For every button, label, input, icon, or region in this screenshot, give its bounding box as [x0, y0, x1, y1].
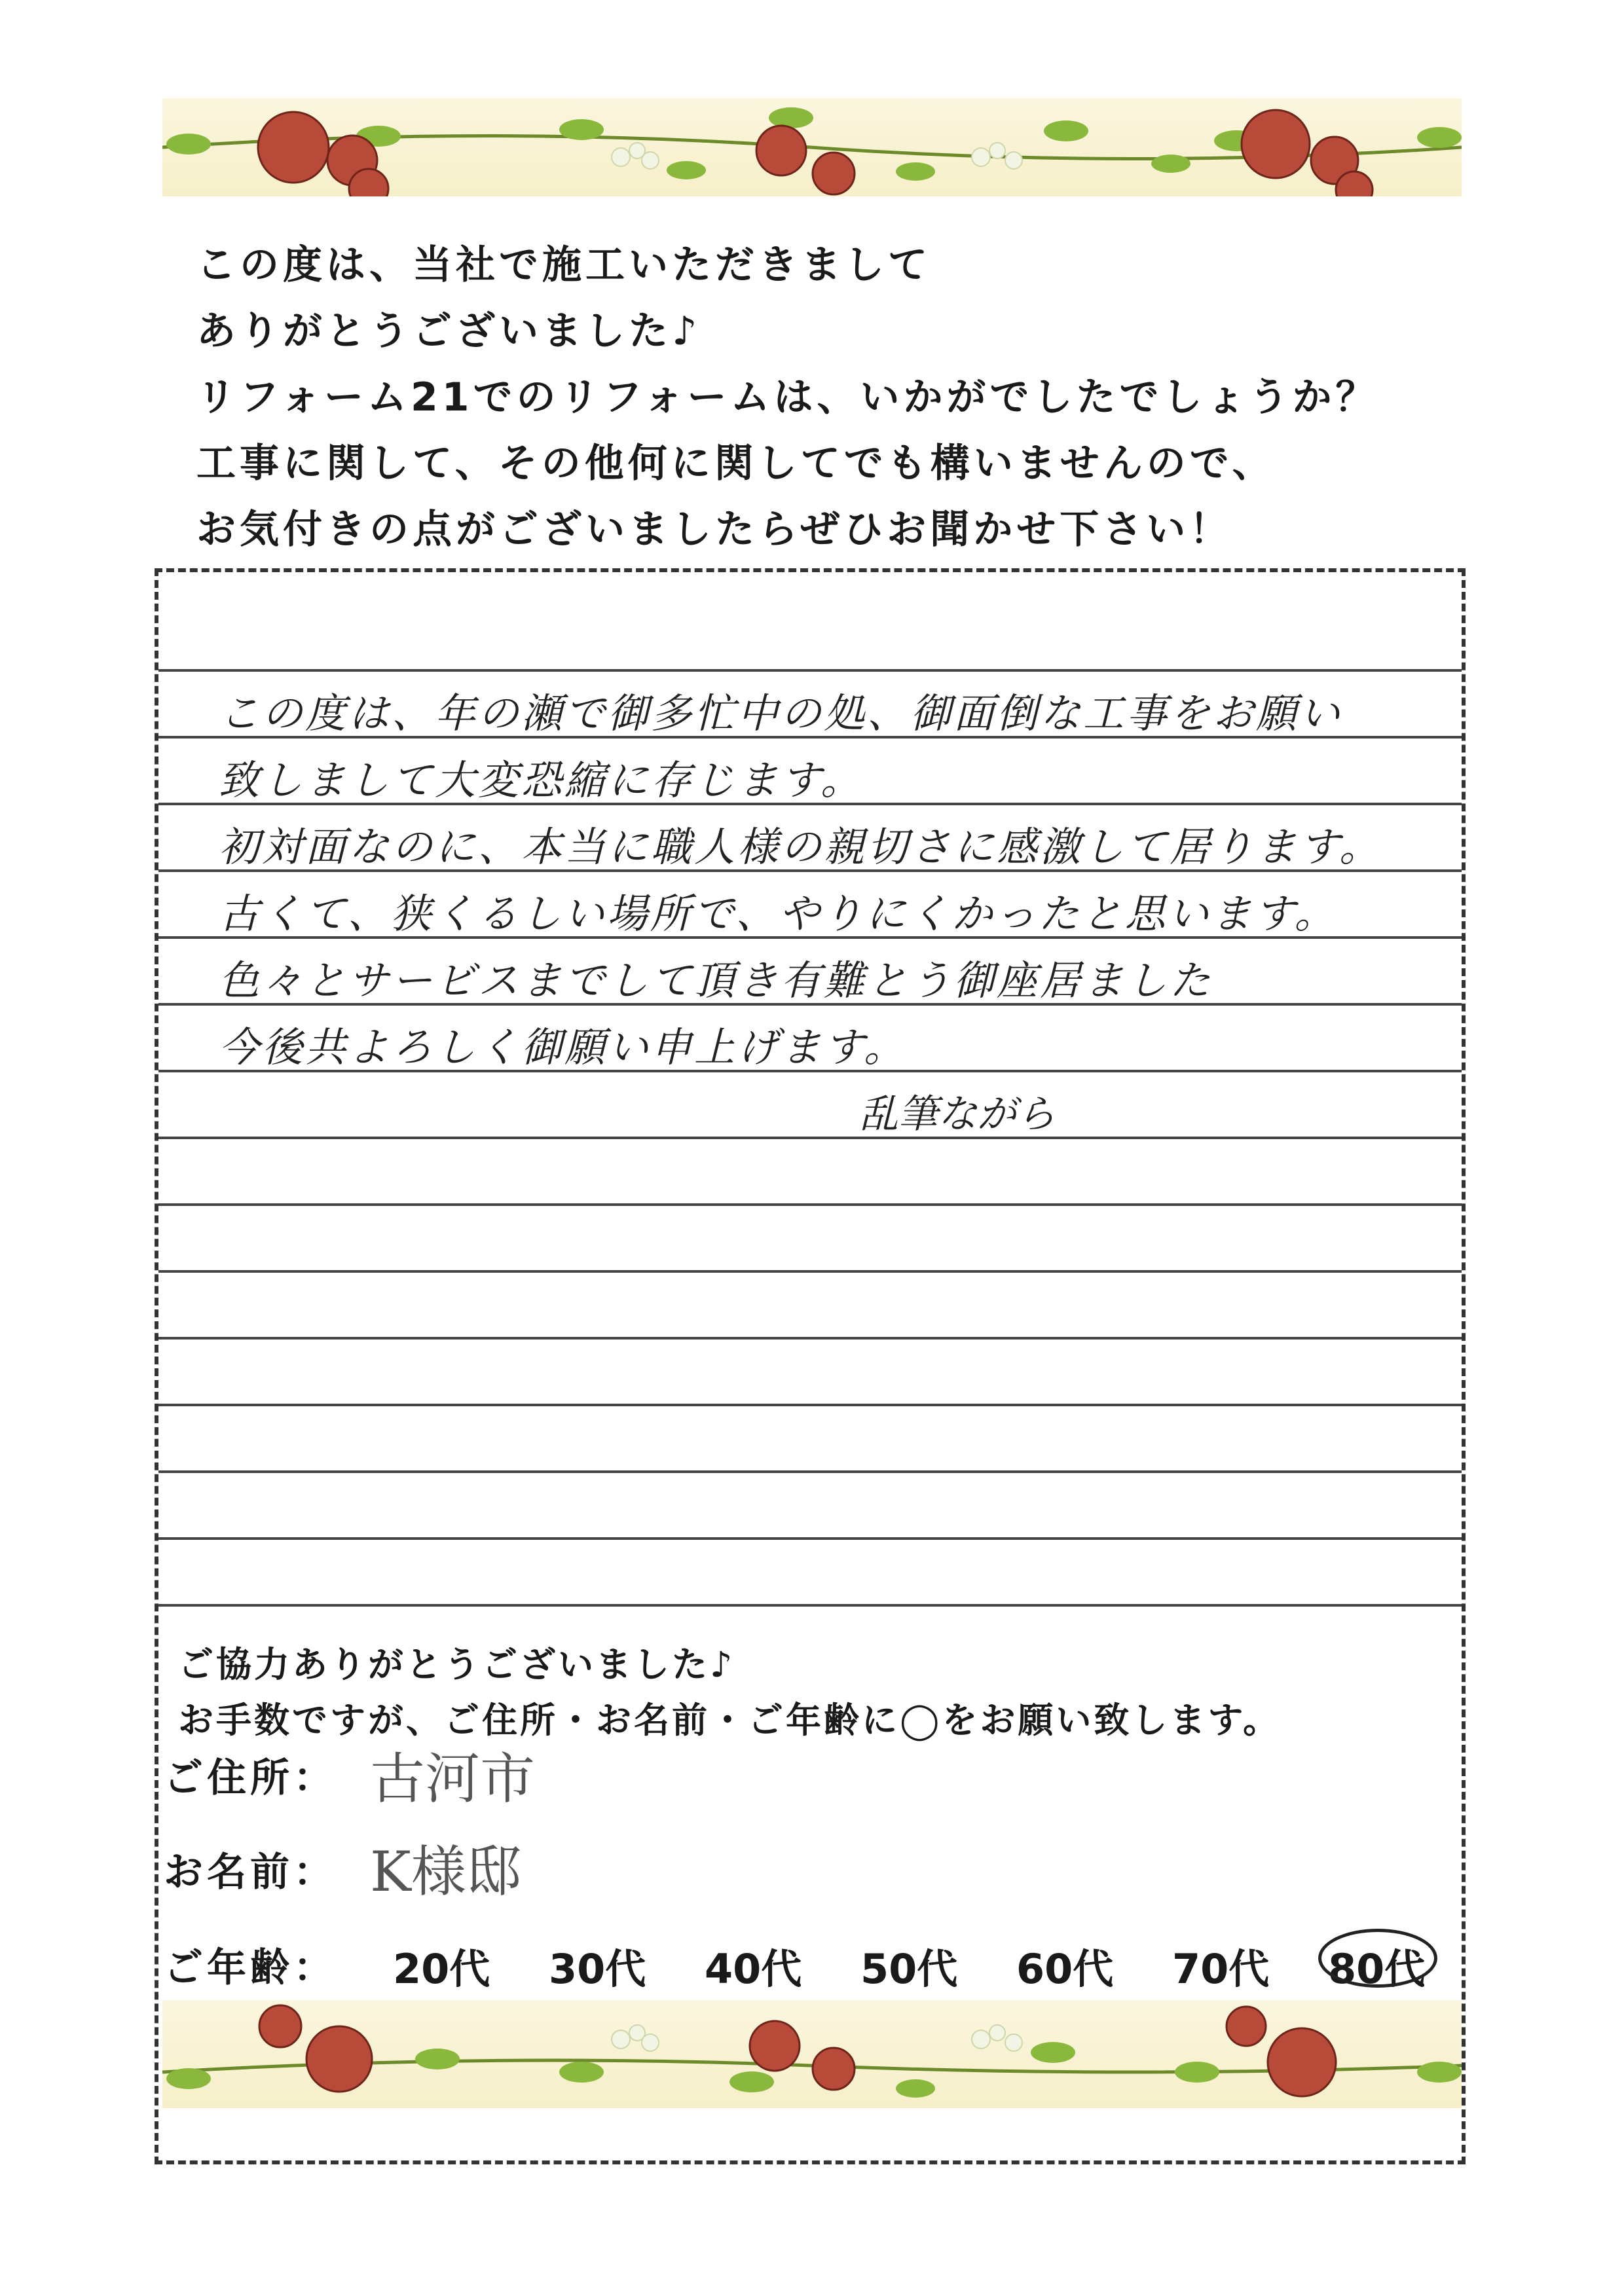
age-option[interactable]: 20代 [393, 1945, 490, 1993]
thanks-text: ご協力ありがとうございました♪ [178, 1644, 735, 1685]
header-line: この度は、当社で施工いただきまして [196, 242, 931, 288]
name-label: お名前： [164, 1850, 337, 1895]
age-selected-circle [1318, 1929, 1437, 1988]
rose-garland-top-icon [162, 98, 1462, 196]
ruled-line [158, 1604, 1462, 1607]
ruled-line [158, 669, 1462, 672]
handwritten-line: 古くて、狭くるしい場所で、やりにくかったと思います。 [219, 890, 1338, 938]
ruled-line [158, 1203, 1462, 1206]
header-line: ありがとうございました♪ [196, 308, 701, 354]
age-option-selected[interactable]: 80代 [1328, 1945, 1426, 1993]
handwritten-line: この度は、年の瀬で御多忙中の処、御面倒な工事をお願い [219, 689, 1343, 737]
bottom-floral-banner [162, 2000, 1462, 2108]
header-line: リフォーム21でのリフォームは、いかがでしたでしょうか？ [196, 374, 1379, 420]
age-option[interactable]: 50代 [860, 1945, 958, 1993]
age-option[interactable]: 40代 [705, 1945, 802, 1993]
rose-garland-bottom-icon [162, 2000, 1462, 2108]
handwritten-line: 色々とサービスまでして頂き有難とう御座居ました [219, 957, 1213, 1004]
age-option[interactable]: 70代 [1172, 1945, 1270, 1993]
age-option[interactable]: 30代 [549, 1945, 646, 1993]
ruled-line [158, 1470, 1462, 1473]
age-label: ご年齢： [164, 1945, 337, 1991]
address-value: 古河市 [370, 1747, 536, 1811]
header-line: 工事に関して、その他何に関してでも構いませんので、 [196, 441, 1276, 486]
ruled-line [158, 1137, 1462, 1139]
header-message [196, 232, 1467, 563]
handwritten-line: 初対面なのに、本当に職人様の親切さに感激して居ります。 [219, 823, 1383, 871]
handwritten-line: 致しまして大変恐縮に存じます。 [219, 756, 864, 804]
address-label: ご住所： [164, 1755, 337, 1801]
ruled-line [158, 1537, 1462, 1540]
ruled-line [158, 1404, 1462, 1406]
name-value: K様邸 [370, 1840, 521, 1904]
ruled-line [158, 1270, 1462, 1273]
handwritten-signoff: 乱筆ながら [859, 1091, 1056, 1137]
age-option[interactable]: 60代 [1016, 1945, 1114, 1993]
handwritten-line: 今後共よろしく御願い申上げます。 [219, 1023, 908, 1071]
top-floral-banner [162, 98, 1462, 196]
request-text: お手数ですが、ご住所・お名前・ご年齢に◯をお願い致します。 [178, 1700, 1282, 1741]
header-line: お気付きの点がございましたらぜひお聞かせ下さい！ [196, 507, 1233, 553]
comment-form-box [155, 568, 1466, 2164]
ruled-line [158, 1337, 1462, 1339]
